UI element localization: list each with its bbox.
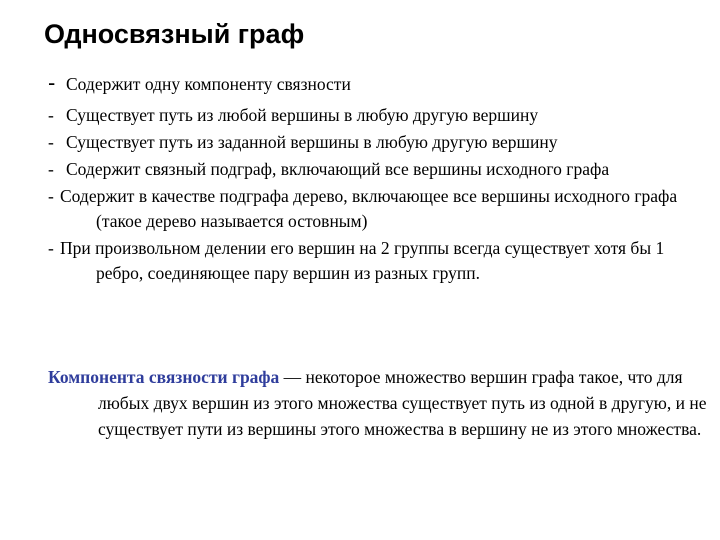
dash-marker: - bbox=[48, 186, 59, 206]
list-item-text: Содержит в качестве подграфа дерево, включающее все вершины исходного графа (такое дерево называется остовным) bbox=[60, 186, 678, 231]
list-item bbox=[48, 72, 708, 97]
definition-paragraph bbox=[48, 364, 720, 442]
list-item-text: Существует путь из любой вершины в любую другую вершину bbox=[66, 105, 539, 125]
definition-term: Компонента связности графа bbox=[48, 366, 280, 387]
list-item bbox=[48, 184, 708, 234]
list-item bbox=[48, 157, 708, 182]
list-item-text: Существует путь из заданной вершины в любую другую вершину bbox=[66, 132, 558, 152]
definition-text: — некоторое множество вершин графа такое, что для любых двух вершин из этого множества существует путь из одной в другую, и не существует пути из вершины этого множества в вершину не из этого множества. bbox=[98, 366, 707, 439]
dash-marker: - bbox=[48, 132, 59, 152]
list-item-text: При произвольном делении его вершин на 2 группы всегда существует хотя бы 1 ребро, соединяющее пару вершин из разных групп. bbox=[60, 238, 665, 283]
list-item bbox=[48, 236, 708, 286]
list-item bbox=[48, 130, 708, 155]
dash-marker: - bbox=[48, 238, 59, 258]
property-list bbox=[48, 72, 708, 286]
dash-marker: - bbox=[48, 159, 59, 179]
dash-marker: - bbox=[48, 70, 62, 95]
list-item-text: Содержит одну компоненту связности bbox=[66, 74, 351, 94]
slide-title: Односвязный граф bbox=[44, 19, 305, 49]
list-item-text: Содержит связный подграф, включающий все вершины исходного графа bbox=[66, 159, 610, 179]
dash-marker: - bbox=[48, 105, 59, 125]
list-item bbox=[48, 103, 708, 128]
